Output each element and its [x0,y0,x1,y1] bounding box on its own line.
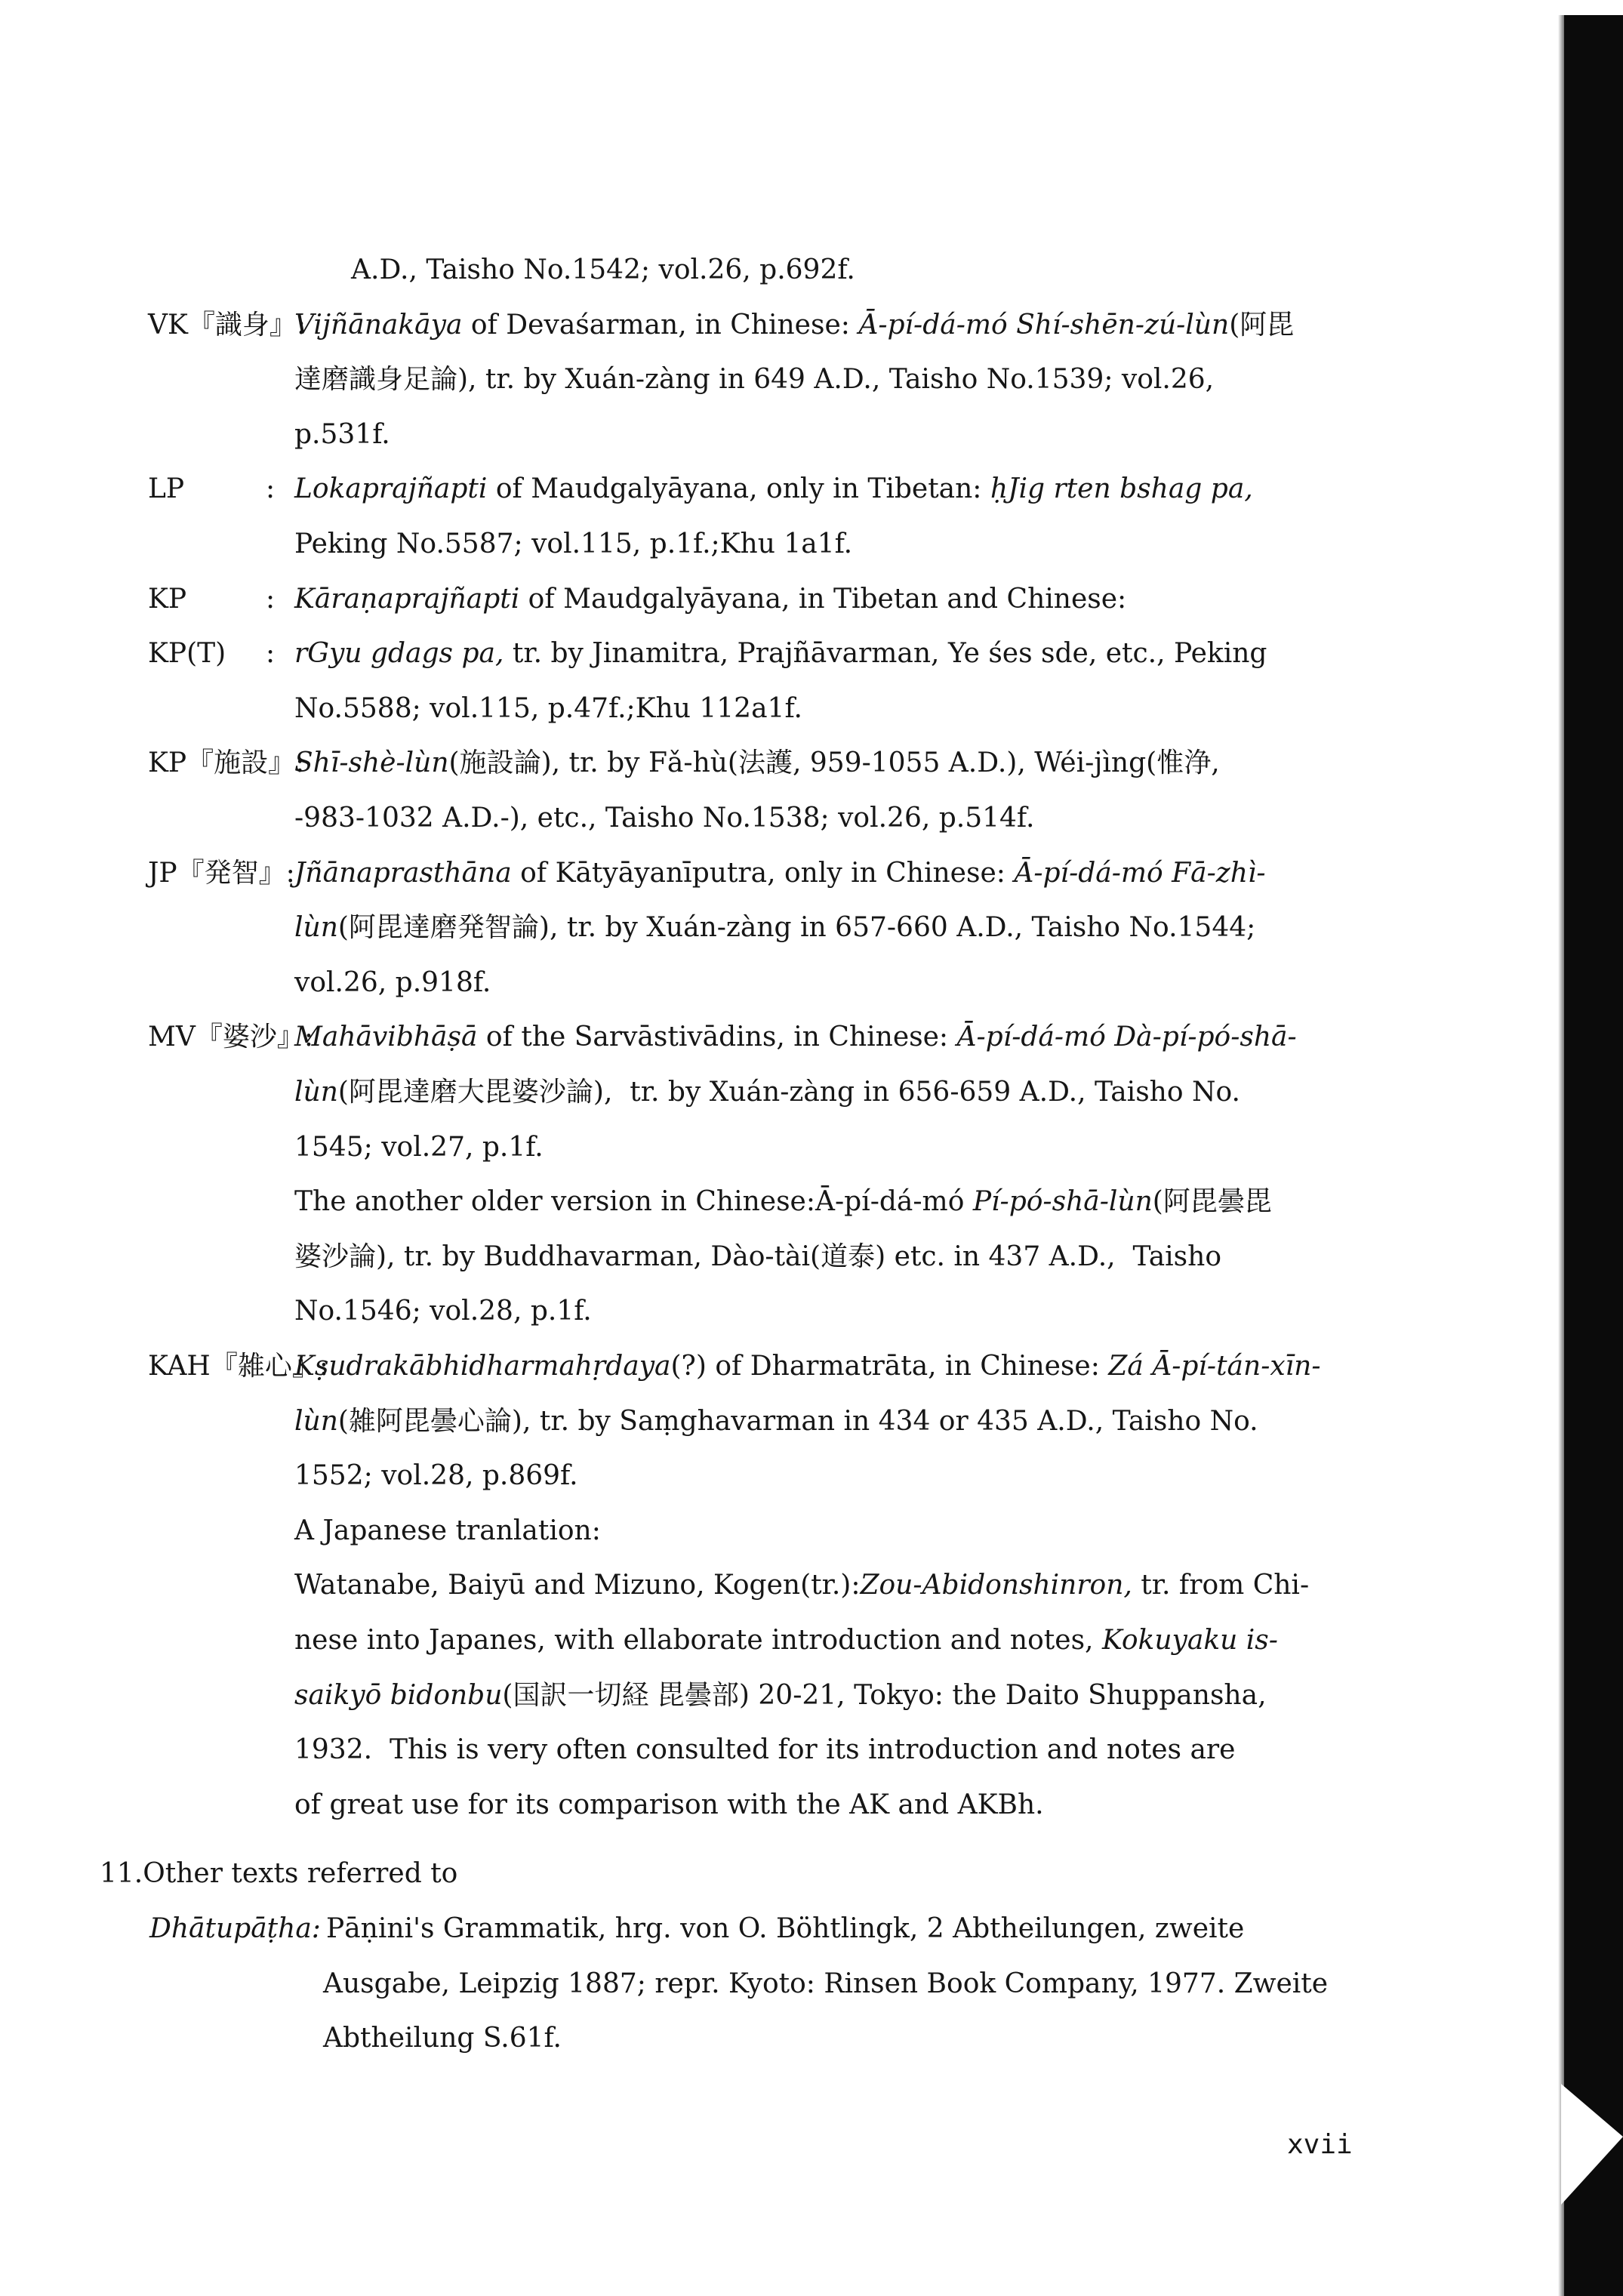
italic-text: Jñānaprasthāna [294,857,512,889]
scan-edge-notch [1561,2084,1623,2205]
entry-colon: : [266,583,276,615]
entry-text-line [294,855,1266,892]
entry-text-line [294,1732,1235,1768]
text-segment: (阿毘達磨大毘婆沙論), tr. by Xuán-zàng in 656-659 A.D., Taisho No. [337,1077,1240,1108]
text-segment: 1552; vol.28, p.869f. [294,1460,578,1492]
entry-abbreviation: KAH『雑心』: [148,1351,328,1382]
italic-text: Kokuyaku is- [1101,1625,1278,1656]
italic-text: Ā-pí-dá-mó Shí-shēn-zú-lùn [858,309,1230,341]
entry-text-line [294,1787,1044,1823]
text-segment: A.D., Taisho No.1542; vol.26, p.692f. [351,254,855,285]
entry-text-line [294,362,1214,398]
italic-text: rGyu gdags pa, [294,638,504,670]
text-segment: vol.26, p.918f. [294,966,491,998]
italic-text: Ā-pí-dá-mó Dà-pí-pó-shā- [956,1022,1297,1053]
italic-text: lùn [294,1077,338,1108]
text-segment: of Devaśarman, in Chinese: [462,309,859,341]
entry-text-line [294,691,802,727]
text-segment: 1545; vol.27, p.1f. [294,1131,544,1163]
entry-text-line [294,1567,1309,1604]
entry-text-line [326,1911,1244,1947]
entry-text-line [323,1966,1328,2002]
italic-text: Vijñānakāya [294,309,463,341]
entry-text-line [294,1019,1297,1056]
entry-text-line [294,1678,1267,1714]
entry-abbreviation: Dhātupāṭha: [149,1913,321,1944]
text-segment: (阿毘 [1229,309,1295,341]
entry-text-line [294,1458,578,1494]
entry-text-line [294,1293,592,1330]
italic-text: lùn [294,1405,338,1437]
entry-text-line [294,745,1220,781]
text-segment: of the Sarvāstivādins, in Chinese: [477,1022,957,1053]
entry-text-line [294,1404,1258,1440]
entry-text-line [294,1513,601,1549]
text-segment: Pāṇini's Grammatik, hrg. von O. Böhtlingk, 2 Abtheilungen, zweite [326,1913,1245,1944]
text-segment: No.1546; vol.28, p.1f. [294,1296,592,1327]
text-segment: (阿毘曇毘 [1152,1186,1272,1218]
entry-text-line [294,965,491,1001]
text-segment: A Japanese tranlation: [294,1515,601,1546]
text-segment: Ausgabe, Leipzig 1887; repr. Kyoto: Rinsen Book Company, 1977. Zweite [323,1968,1329,1999]
italic-text: Lokaprajñapti [294,473,488,505]
entry-abbreviation: MV『婆沙』: [148,1022,313,1053]
text-segment: 1932. This is very often consulted for its introduction and notes are [294,1734,1236,1766]
text-segment: (阿毘達磨発智論), tr. by Xuán-zàng in 657-660 A.D., Taisho No.1544; [337,912,1256,944]
italic-text: Kṣudrakābhidharmahṛdaya [294,1351,671,1382]
text-segment: No.5588; vol.115, p.47f.;Khu 112a1f. [294,692,802,724]
entry-text-line [294,471,1253,507]
text-segment: tr. by Jinamitra, Prajñāvarman, Ye śes sde, etc., Peking [504,638,1267,670]
entry-colon: : [266,638,276,670]
entry-text-line [294,1130,544,1166]
text-segment: Peking No.5587; vol.115, p.1f.;Khu 1a1f. [294,529,853,559]
italic-text: lùn [294,912,338,944]
entry-colon: : [266,473,276,505]
text-segment: The another older version in Chinese:Ā-pí-dá-mó [294,1186,973,1218]
entry-text-line [294,526,852,562]
text-segment: Watanabe, Baiyū and Mizuno, Kogen(tr.): [294,1570,861,1601]
entry-text-line [294,636,1267,672]
text-segment: of great use for its comparison with the AK and AKBh. [294,1789,1044,1820]
entry-abbreviation: LP [148,473,185,505]
entry-abbreviation: KP [148,583,187,615]
text-segment: -983-1032 A.D.-), etc., Taisho No.1538; vol.26, p.514f. [294,803,1035,834]
text-segment: of Maudgalyāyana, in Tibetan and Chinese: [519,583,1127,615]
entry-text-line [294,800,1034,837]
text-segment: 達磨識身足論), tr. by Xuán-zàng in 649 A.D., Taisho No.1539; vol.26, [294,364,1215,396]
entry-text-line [351,252,855,288]
text-segment: nese into Japanes, with ellaborate introduction and notes, [294,1625,1102,1656]
italic-text: Mahāvibhāṣā [294,1022,478,1053]
entry-text-line [294,581,1126,618]
entry-abbreviation: VK『識身』: [148,309,306,341]
italic-text: Kāraṇaprajñapti [294,583,520,615]
italic-text: Pí-pó-shā-lùn [972,1186,1153,1218]
text-segment: of Maudgalyāyana, only in Tibetan: [487,473,990,505]
entry-text-line [294,910,1255,946]
entry-text-line [323,2020,562,2057]
entry-abbreviation: JP『発智』: [148,857,295,889]
entry-text-line [294,1074,1240,1111]
text-segment: (施設論), tr. by Fǎ-hù(法護, 959-1055 A.D.), Wéi-jìng(惟浄, [448,747,1220,779]
entry-text-line [294,307,1294,344]
italic-text: saikyō bidonbu [294,1679,503,1711]
entry-text-line [294,1348,1321,1385]
entry-abbreviation: KP(T) [148,638,226,670]
text-segment: (雑阿毘曇心論), tr. by Saṃghavarman in 434 or 435 A.D., Taisho No. [337,1405,1258,1437]
entry-abbreviation: KP『施設』: [148,747,305,779]
text-segment: p.531f. [294,418,390,450]
text-segment: tr. from Chi- [1132,1570,1310,1601]
italic-text: Zou-Abidonshinron, [860,1570,1132,1601]
entry-text-line [294,1184,1272,1220]
section-heading: 11.Other texts referred to [100,1858,458,1889]
text-segment: (?) of Dharmatrāta, in Chinese: [670,1351,1109,1382]
text-segment: of Kātyāyanīputra, only in Chinese: [511,857,1015,889]
italic-text: Shī-shè-lùn [294,747,449,779]
italic-text: Zá Ā-pí-tán-xīn- [1108,1351,1321,1382]
entry-text-line [294,1239,1221,1275]
text-segment: 婆沙論), tr. by Buddhavarman, Dào-tài(道泰) etc. in 437 A.D., Taisho [294,1240,1222,1272]
italic-text: ḥJig rten bshag pa, [990,473,1253,505]
text-segment: (国訳一切経 毘曇部) 20-21, Tokyo: the Daito Shuppansha, [502,1679,1267,1711]
entry-text-line [294,417,390,453]
text-segment: Abtheilung S.61f. [323,2023,562,2054]
scan-edge-shadow [1564,15,1623,2296]
italic-text: Ā-pí-dá-mó Fā-zhì- [1014,857,1266,889]
page-number: xvii [1287,2129,1353,2160]
entry-text-line [294,1623,1278,1659]
